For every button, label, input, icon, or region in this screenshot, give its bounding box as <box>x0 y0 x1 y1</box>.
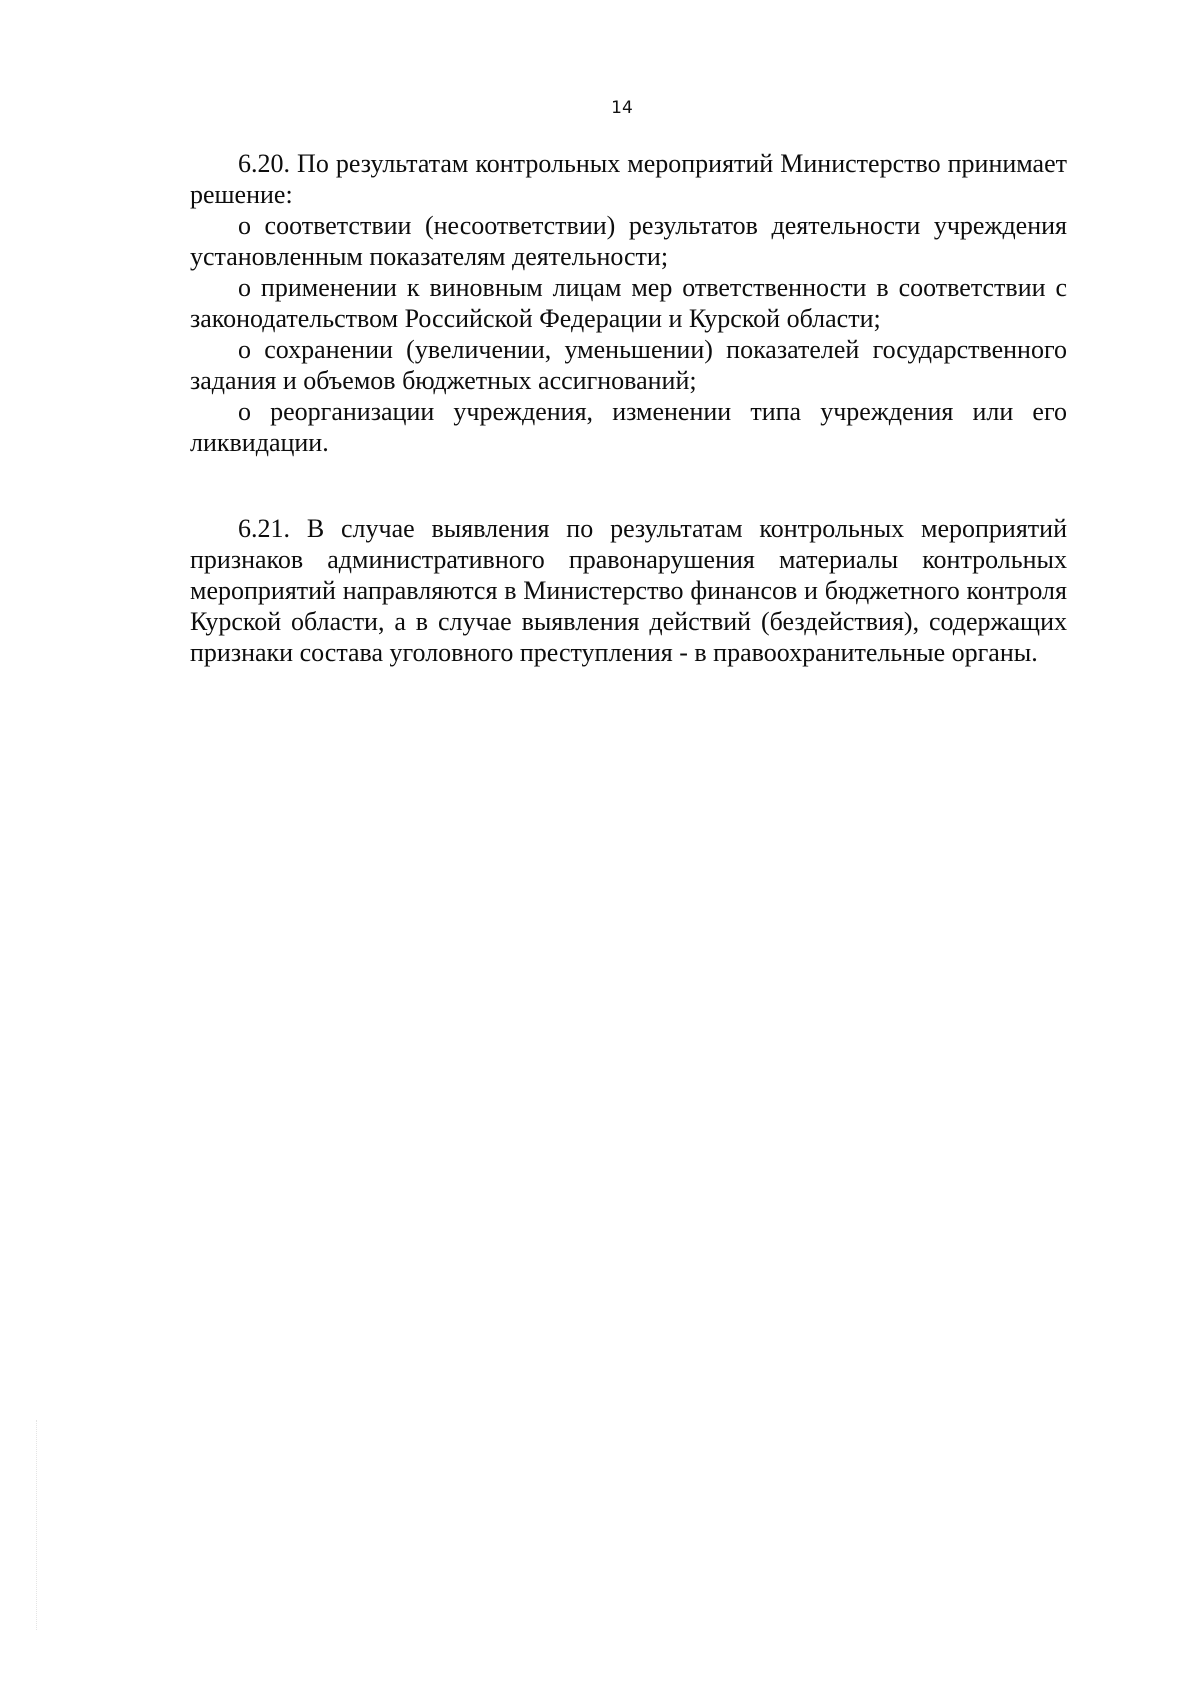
section-6-20-item-assignment: о сохранении (увеличении, уменьшении) показателей государственного задания и объемов бюджетных ассигнований; <box>190 335 1067 395</box>
section-6-21 <box>190 513 1067 668</box>
section-6-21-text: 6.21. В случае выявления по результатам контрольных мероприятий признаков административного правонарушения материалы контрольных мероприятий направляются в Министерство финансов и бюджетного контроля Курской области, а в случае выявления действий (бездействия), содержащих признаки состава уголовного преступления - в правоохранительные органы. <box>190 514 1067 667</box>
section-6-20-intro: 6.20. По результатам контрольных мероприятий Министерство принимает решение: <box>190 149 1067 209</box>
section-6-20-item-reorganization: о реорганизации учреждения, изменении типа учреждения или его ликвидации. <box>190 397 1067 457</box>
scan-margin-specks <box>36 1420 39 1630</box>
section-6-20 <box>190 148 1067 458</box>
section-6-20-item-liability: о применении к виновным лицам мер ответственности в соответствии с законодательством Российской Федерации и Курской области; <box>190 273 1067 333</box>
section-6-20-item-conformity: о соответствии (несоответствии) результатов деятельности учреждения установленным показателям деятельности; <box>190 211 1067 271</box>
page-number: 14 <box>611 98 633 118</box>
